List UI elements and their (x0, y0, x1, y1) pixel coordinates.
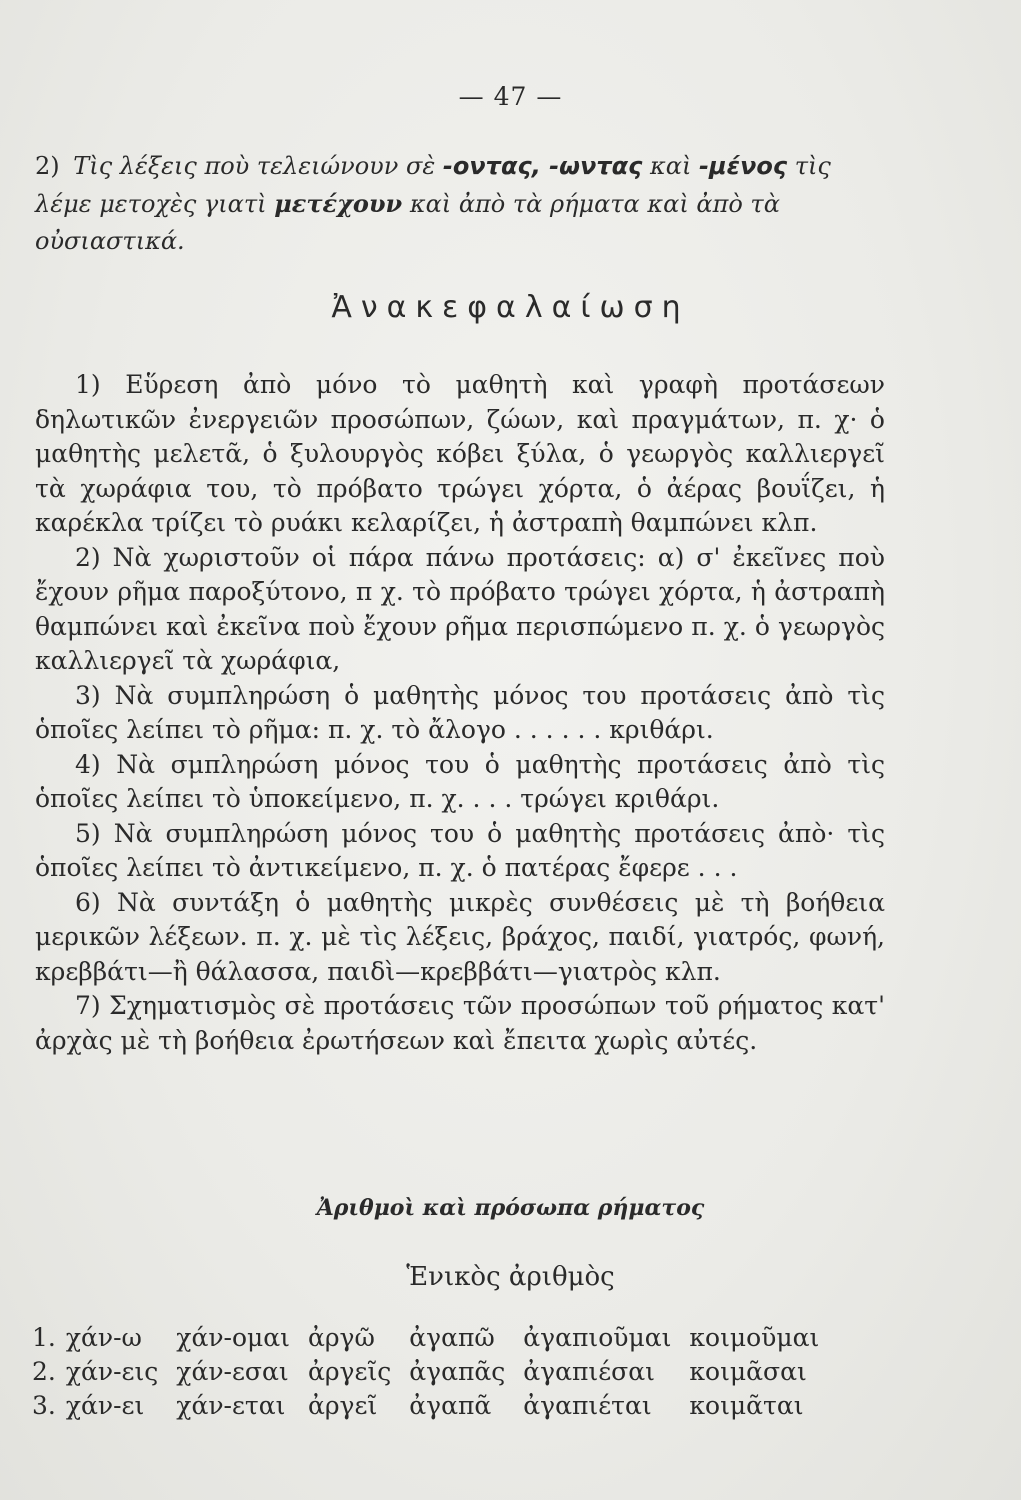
verb-form: κοιμᾶσαι (689, 1356, 807, 1386)
exercise-item-4: 4) Νὰ σμπληρώση μόνος του ὁ μαθητὴς προτάσεις ἀπὸ τὶς ὁποῖες λείπει τὸ ὑποκείμενο, π. χ. . . . τρώγει κριθάρι. (35, 749, 885, 813)
subheading: Ἀριθμοὶ καὶ πρόσωπα ρήματος (316, 1195, 705, 1221)
exercise-list (35, 368, 885, 1058)
subsubheading: Ἑνικὸς ἀριθμὸς (406, 1262, 615, 1292)
note-lead: 2) (35, 152, 60, 180)
verb-form: ἀργῶ (307, 1322, 375, 1352)
verb-form: χάν-εται (176, 1390, 286, 1420)
verb-form: χάν-ω (65, 1322, 142, 1352)
note-text-2: τὶς λέμε μετοχὲς γιατὶ (35, 152, 831, 218)
verb-form: ἀγαπῶ (409, 1322, 495, 1352)
verb-form: ἀγαπιέσαι (523, 1356, 655, 1386)
verb-form: χάν-εις (65, 1356, 159, 1386)
verb-form: χάν-ομαι (176, 1322, 290, 1352)
exercise-item-6: 6) Νὰ συντάξη ὁ μαθητὴς μικρὲς συνθέσεις μὲ τὴ βοήθεια μερικῶν λέξεων. π. χ. μὲ τὶς λέξεις, βράχος, παιδί, γιατρός, φωνή, κρεββάτι—ἢ θάλασσα, παιδὶ—κρεββάτι—γιατρὸς κλπ. (35, 887, 885, 986)
exercise-item-2: 2) Νὰ χωριστοῦν οἱ πάρα πάνω προτάσεις: α) σ' ἐκεῖνες ποὺ ἔχουν ρῆμα παροξύτονο, π χ. τὸ πρόβατο τρώγει χόρτα, ἡ ἀστραπὴ θαμπώνει καὶ ἐκεῖνα ποὺ ἔχουν ρῆμα περισπώμενο π. χ. ὁ γεωργὸς καλλιεργεῖ τὰ χωράφια, (35, 542, 885, 675)
exercise-item-1: 1) Εὕρεση ἀπὸ μόνο τὸ μαθητὴ καὶ γραφὴ προτάσεων δηλωτικῶν ἐνεργειῶν προσώπων, ζώων, καὶ πραγμάτων, π. χ· ὁ μαθητὴς μελετᾶ, ὁ ξυλουργὸς κόβει ξύλα, ὁ γεωργὸς καλλιεργεῖ τὰ χωράφια του, τὸ πρόβατο τρώγει χόρτα, ὁ ἀέρας βουΐζει, ἡ καρέκλα τρίζει τὸ ρυάκι κελαρίζει, ἡ ἀστραπὴ θαμπώνει κλπ. (35, 370, 885, 537)
person-number: 1. (32, 1322, 56, 1352)
verb-form: ἀγαπιέται (523, 1390, 652, 1420)
person-number: 2. (32, 1356, 56, 1386)
conjugation-table (32, 1320, 819, 1422)
verb-form: ἀγαπᾶ (409, 1390, 492, 1420)
section-heading: Ἀνακεφαλαίωση (331, 290, 690, 325)
exercise-item-5: 5) Νὰ συμπληρώση μόνος του ὁ μαθητὴς προτάσεις ἀπὸ· τὶς ὁποῖες λείπει τὸ ἀντικείμενο, π. χ. ὁ πατέρας ἔφερε . . . (35, 818, 885, 882)
note-and: καὶ (650, 152, 692, 180)
person-number: 3. (32, 1390, 56, 1420)
verb-form: κοιμᾶται (689, 1390, 804, 1420)
verb-form: ἀγαπιοῦμαι (523, 1322, 672, 1352)
note-endings: -οντας, -ωντας (442, 152, 643, 180)
exercise-item-7: 7) Σχηματισμὸς σὲ προτάσεις τῶν προσώπων τοῦ ρήματος κατ' ἀρχὰς μὲ τὴ βοήθεια ἐρωτήσεων καὶ ἔπειτα χωρὶς αὐτές. (35, 991, 885, 1055)
note-text-1: Τὶς λέξεις ποὺ τελειώνουν σὲ (73, 152, 436, 180)
note-paragraph (35, 148, 875, 260)
verb-form: χάν-ει (65, 1390, 145, 1420)
verb-form: κοιμοῦμαι (689, 1322, 820, 1352)
page-number: — 47 — (458, 82, 563, 111)
conjugation-row (32, 1354, 819, 1388)
exercise-item-3: 3) Νὰ συμπληρώση ὁ μαθητὴς μόνος του προτάσεις ἀπὸ τὶς ὁποῖες λείπει τὸ ρῆμα: π. χ. τὸ ἄλογο . . . . . . κριθάρι. (35, 680, 885, 744)
verb-form: ἀργεῖ (307, 1390, 378, 1420)
conjugation-row (32, 1388, 819, 1422)
conjugation-row (32, 1320, 819, 1354)
note-text-3: καὶ ἀπὸ τὰ ρήματα καὶ ἀπὸ τὰ οὐσιαστικά. (35, 190, 780, 255)
verb-form: χάν-εσαι (176, 1356, 289, 1386)
note-ending-3: -μένος (699, 152, 788, 180)
note-verb: μετέχουν (274, 189, 403, 218)
verb-form: ἀργεῖς (307, 1356, 392, 1386)
verb-form: ἀγαπᾶς (409, 1356, 506, 1386)
